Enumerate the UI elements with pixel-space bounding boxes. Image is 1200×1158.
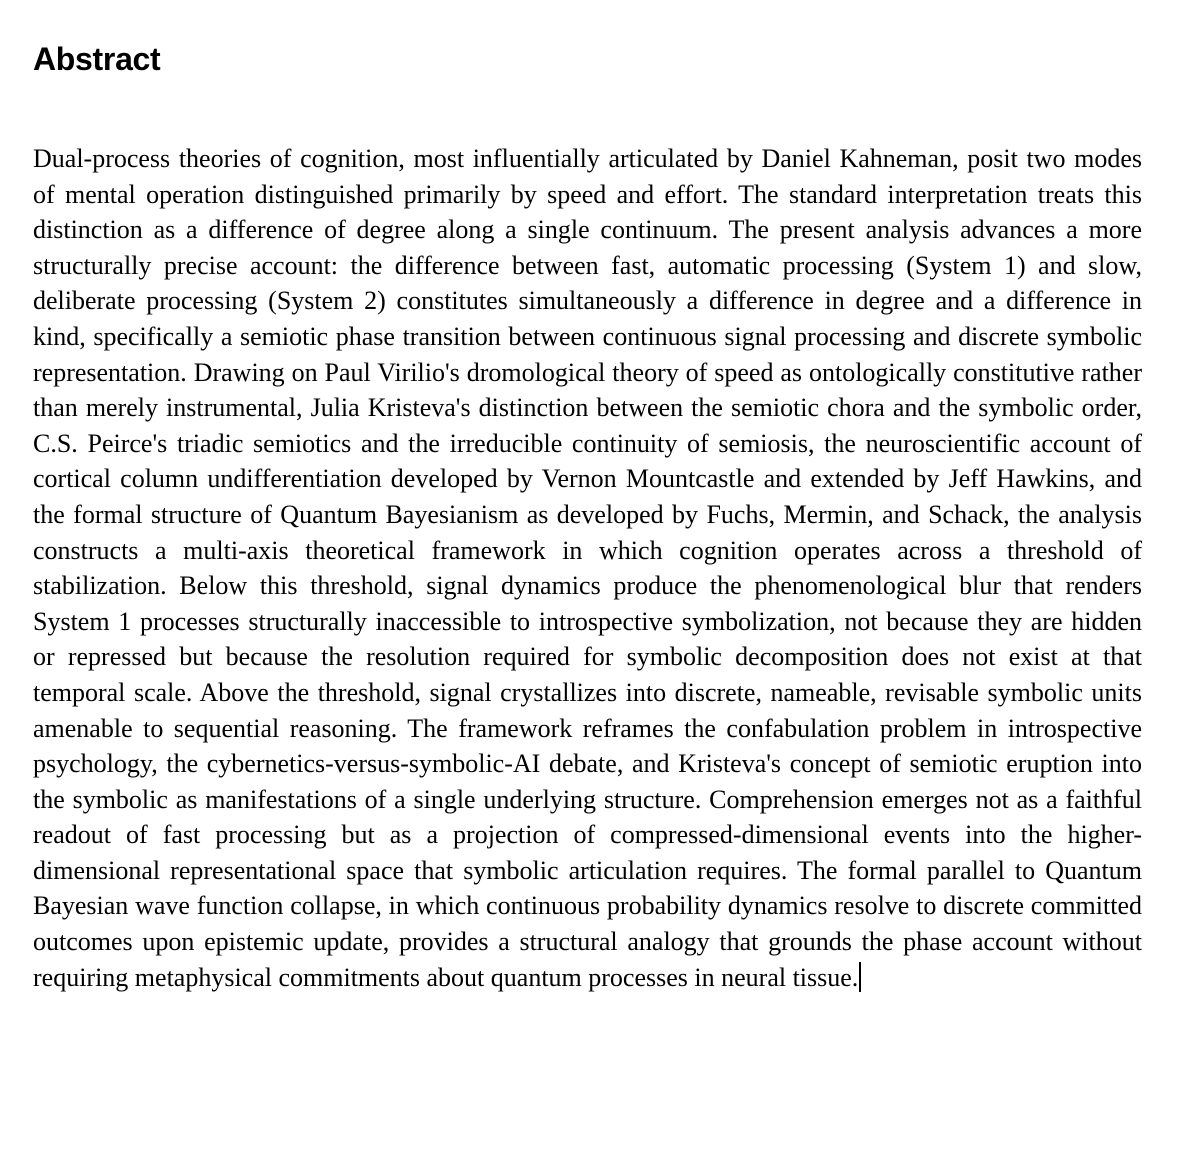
- abstract-paragraph: Dual-process theories of cognition, most influentially articulated by Daniel Kahneman, posit two modes of mental operation distinguished primarily by speed and effort. The standard interpretation treats this distinction as a difference of degree along a single continuum. The present analysis advances a more structurally precise account: the difference between fast, automatic processing (System 1) and slow, deliberate processing (System 2) constitutes simultaneously a difference in degree and a difference in kind, specifically a semiotic phase transition between continuous signal processing and discrete symbolic representation. Drawing on Paul Virilio's dromological theory of speed as ontologically constitutive rather than merely instrumental, Julia Kristeva's distinction between the semiotic chora and the symbolic order, C.S. Peirce's triadic semiotics and the irreducible continuity of semiosis, the neuroscientific account of cortical column undifferentiation developed by Vernon Mountcastle and extended by Jeff Hawkins, and the formal structure of Quantum Bayesianism as developed by Fuchs, Mermin, and Schack, the analysis constructs a multi-axis theoretical framework in which cognition operates across a threshold of stabilization. Below this threshold, signal dynamics produce the phenomenological blur that renders System 1 processes structurally inaccessible to introspective symbolization, not because they are hidden or repressed but because the resolution required for symbolic decomposition does not exist at that temporal scale. Above the threshold, signal crystallizes into discrete, nameable, revisable symbolic units amenable to sequential reasoning. The framework reframes the confabulation problem in introspective psychology, the cybernetics-versus-symbolic-AI debate, and Kristeva's concept of semiotic eruption into the symbolic as manifestations of a single underlying structure. Comprehension emerges not as a faithful readout of fast processing but as a projection of compressed-dimensional events into the higher-dimensional representational space that symbolic articulation requires. The formal parallel to Quantum Bayesian wave function collapse, in which continuous probability dynamics resolve to discrete committed outcomes upon epistemic update, provides a structural analogy that grounds the phase account without requiring metaphysical commitments about quantum processes in neural tissue.: [33, 144, 1142, 992]
- section-heading: Abstract: [33, 41, 161, 77]
- text-cursor: [859, 962, 861, 992]
- abstract-text[interactable]: [33, 141, 1142, 995]
